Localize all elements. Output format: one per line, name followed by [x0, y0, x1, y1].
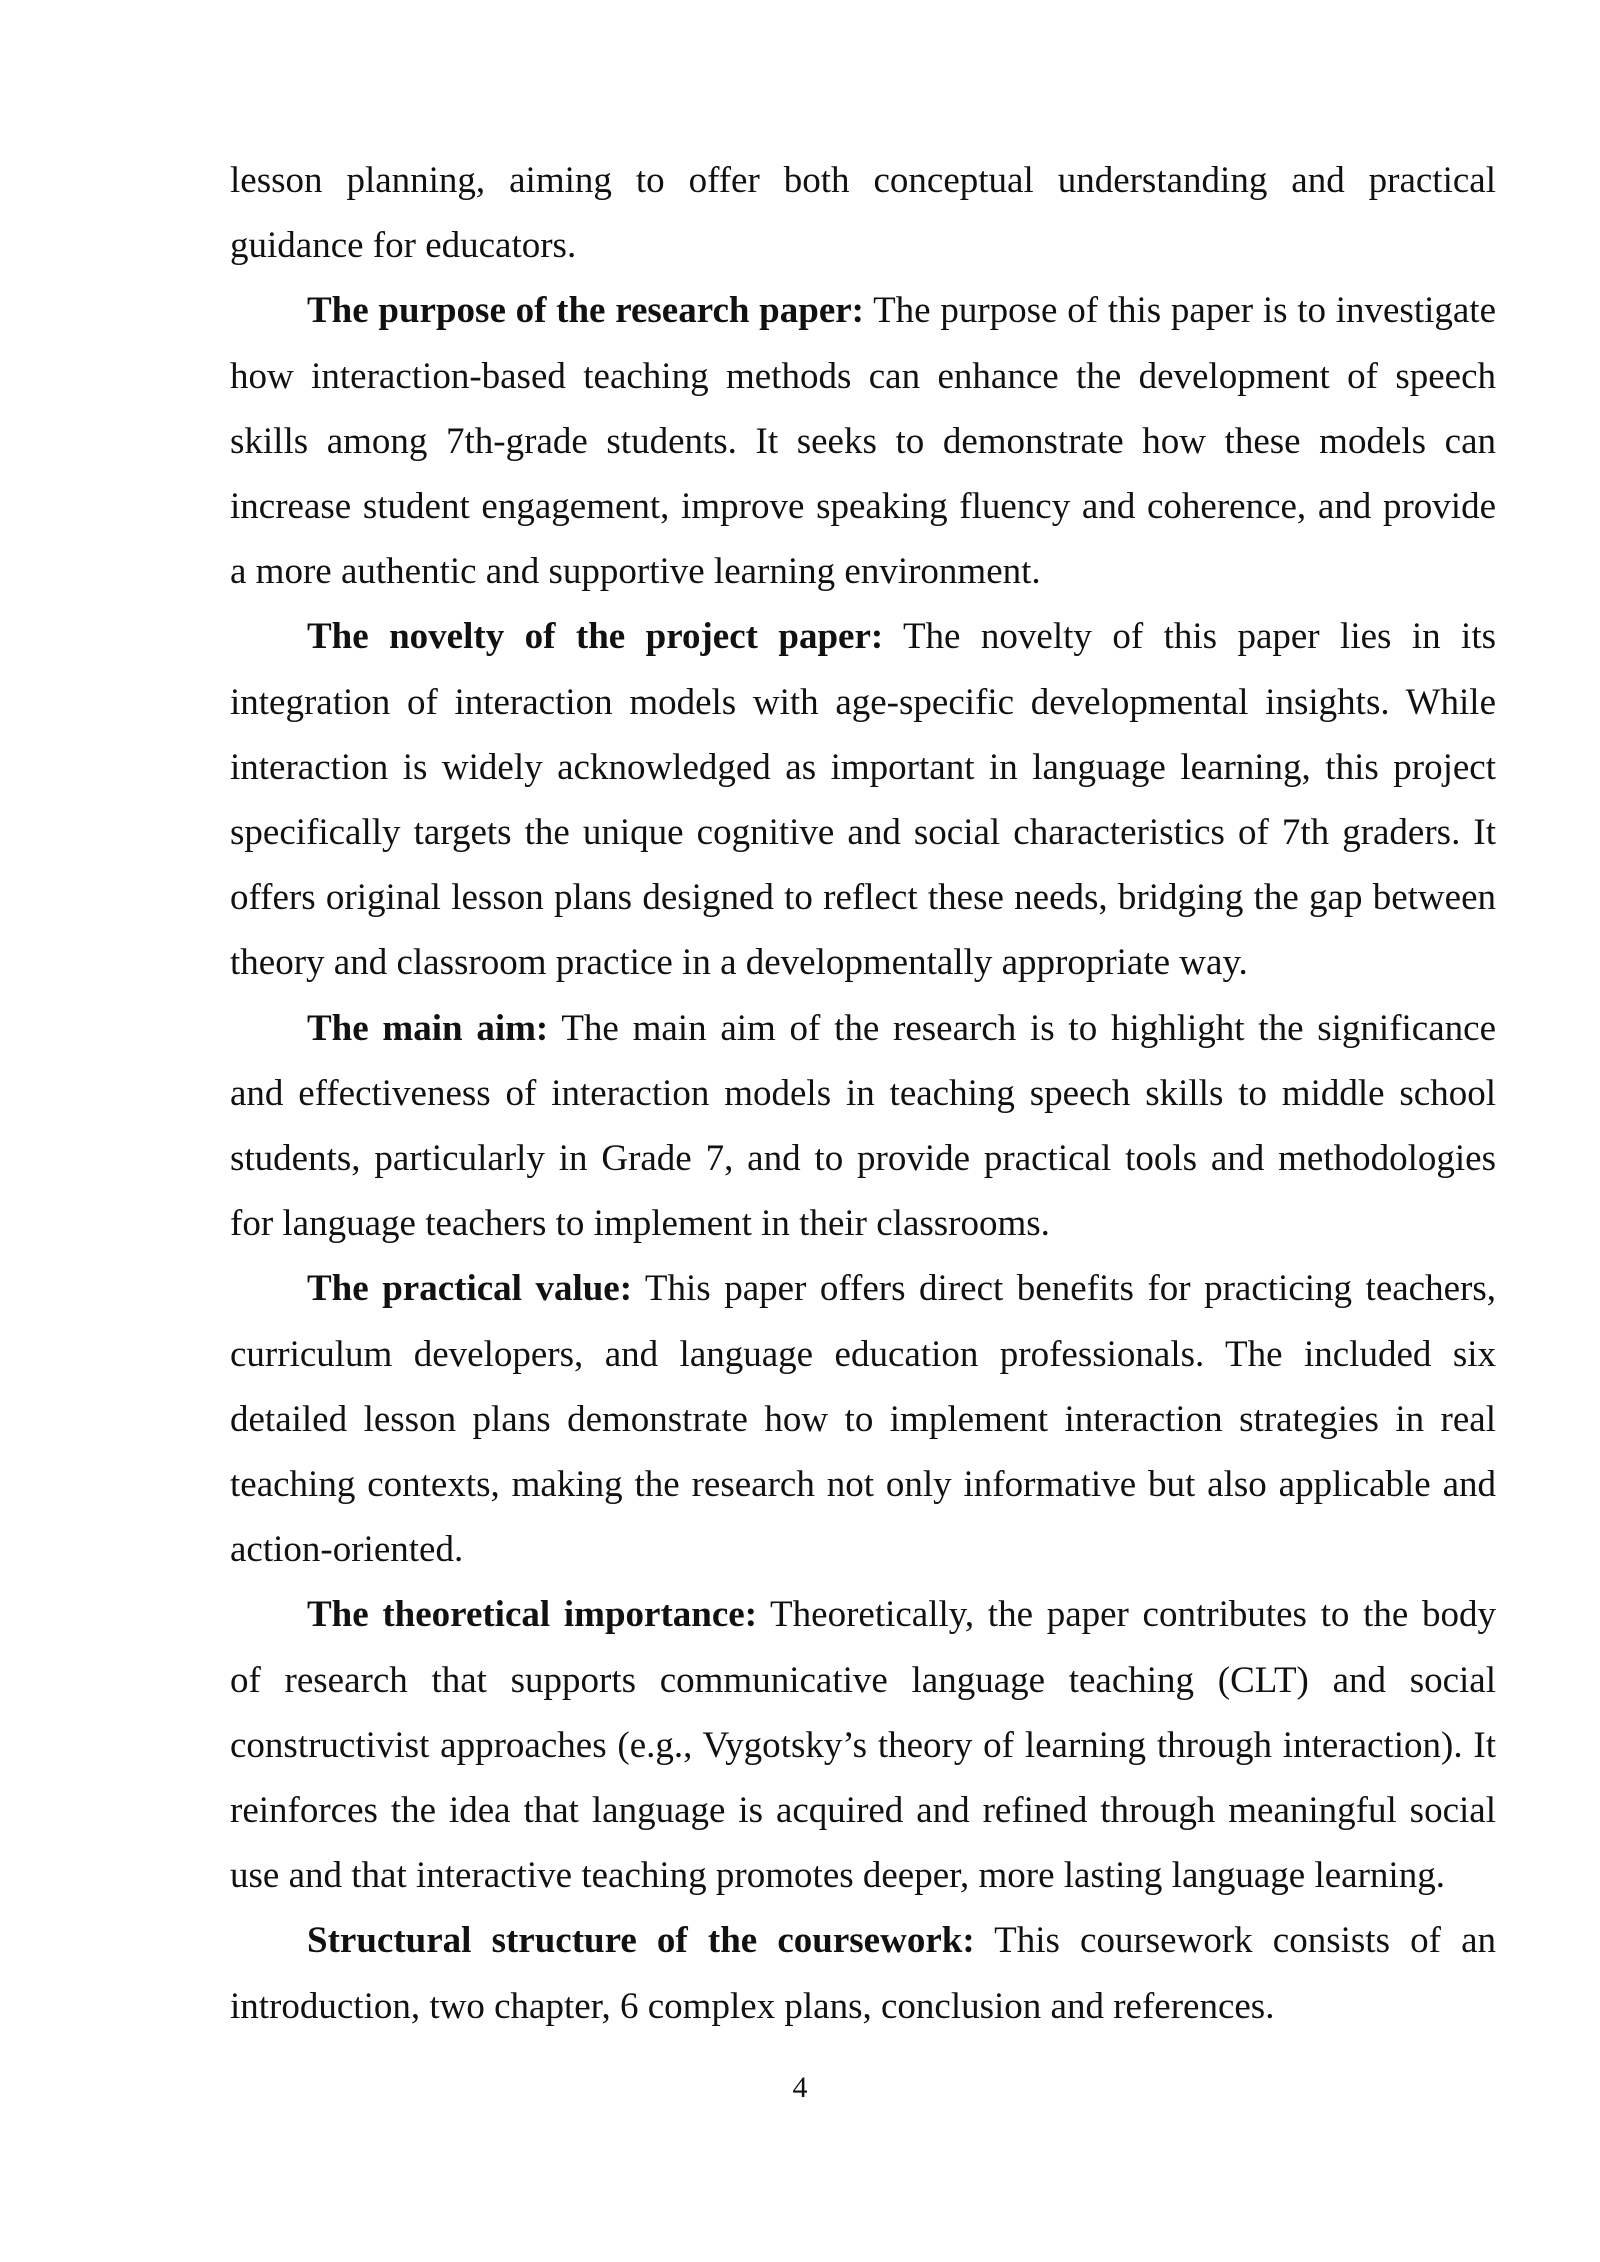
paragraph-theoretical-importance: [230, 1582, 1496, 1908]
paragraph-novelty: [230, 604, 1496, 995]
paragraph-heading: The practical value:: [307, 1268, 633, 1310]
paragraph-main-aim: [230, 996, 1496, 1257]
paragraph-continuation: [230, 148, 1496, 278]
paragraph-heading: Structural structure of the coursework:: [307, 1920, 975, 1962]
paragraph-heading: The theoretical importance:: [307, 1594, 758, 1636]
paragraph-text: This paper offers direct benefits for practicing teachers, curriculum developers, and language education professionals. The included six detailed lesson plans demonstrate how to implement interaction strategies in real teaching contexts, making the research not only informative but also applicable and action-oriented.: [230, 1268, 1496, 1571]
paragraph-heading: The main aim:: [307, 1007, 549, 1049]
paragraph-text: The purpose of this paper is to investigate how interaction-based teaching methods can enhance the development of speech skills among 7th-grade students. It seeks to demonstrate how these models can increase student engagement, improve speaking fluency and coherence, and provide a more authentic and supportive learning environment.: [230, 290, 1497, 593]
paragraph-text: lesson planning, aiming to offer both conceptual understanding and practical guidance for educators.: [230, 160, 1496, 267]
page-number: 4: [792, 2071, 808, 2104]
paragraph-heading: The purpose of the research paper:: [307, 290, 865, 332]
paragraph-text: Theoretically, the paper contributes to the body of research that supports communicative language teaching (CLT) and social constructivist approaches (e.g., Vygotsky’s theory of learning through interaction). It reinforces the idea that language is acquired and refined through meaningful social use and that interactive teaching promotes deeper, more lasting language learning.: [230, 1594, 1496, 1897]
paragraph-heading: The novelty of the project paper:: [307, 616, 884, 658]
paragraph-purpose: [230, 278, 1496, 604]
paragraph-text: The novelty of this paper lies in its integration of interaction models with age-specific developmental insights. While interaction is widely acknowledged as important in language learning, this project specifically targets the unique cognitive and social characteristics of 7th graders. It offers original lesson plans designed to reflect these needs, bridging the gap between theory and classroom practice in a developmentally appropriate way.: [230, 616, 1497, 984]
paragraph-structure: [230, 1908, 1496, 2038]
paragraph-practical-value: [230, 1256, 1496, 1582]
paragraph-text: This coursework consists of an introduction, two chapter, 6 complex plans, conclusion and references.: [230, 1920, 1496, 2027]
page-body: [230, 148, 1496, 2039]
paragraph-text: The main aim of the research is to highlight the significance and effectiveness of interaction models in teaching speech skills to middle school students, particularly in Grade 7, and to provide practical tools and methodologies for language teachers to implement in their classrooms.: [230, 1007, 1496, 1245]
